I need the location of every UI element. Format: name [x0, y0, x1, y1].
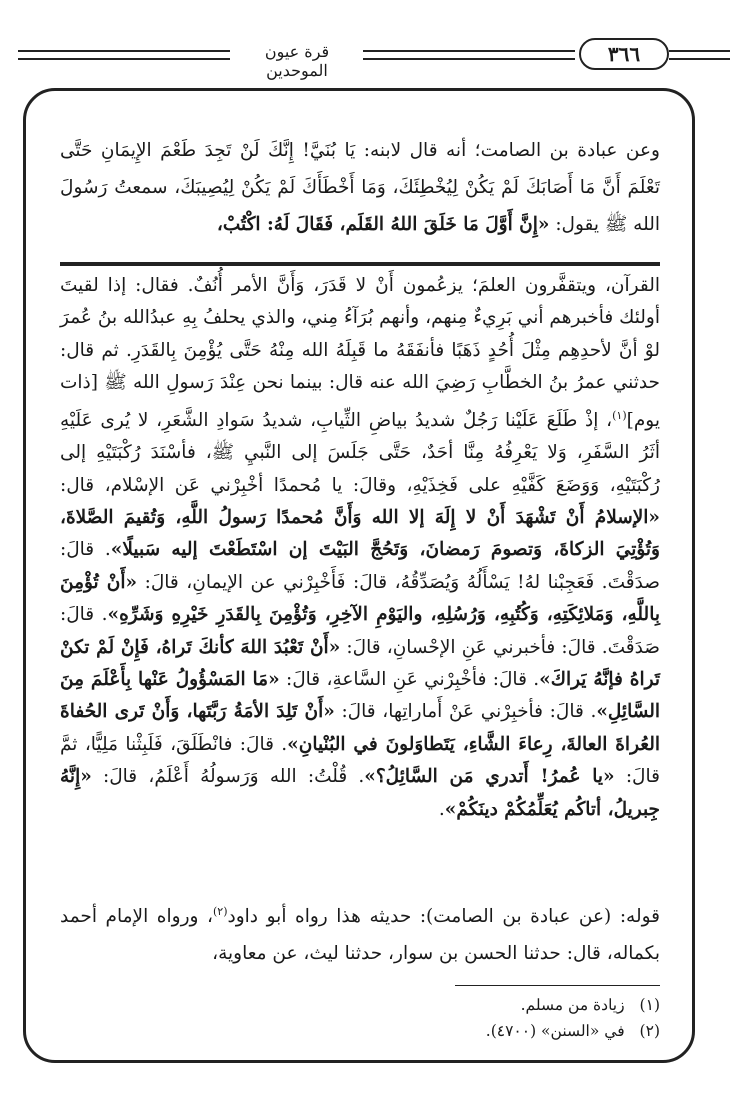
footnote-number: (١): [639, 996, 660, 1014]
text-segment: . قُلْتُ: الله وَرَسولُهُ أَعْلَمُ، قالَ:: [91, 766, 365, 788]
book-title: قرة عيون الموحدين: [264, 42, 330, 80]
footnote-number: (٢): [639, 1022, 660, 1040]
footnote-ref: (١): [612, 408, 627, 422]
text-segment: . قالَ: فأخبِرْني عَنْ أَماراتِها، قالَ:: [334, 701, 597, 723]
hadith-quote: «إِنَّ أَوَّلَ مَا خَلَقَ اللهُ القَلَم، فَقَالَ لَهُ: اكْتُبْ،: [216, 214, 550, 235]
text-segment: . قالَ: فانْطَلَقَ، فَلَبِثْنا مَلِيًّا، ثمَّ قالَ:: [60, 733, 660, 788]
hadith-quote: «مَا المَسْؤُولُ عَنْها بِأَعْلَمَ مِنَ السَّائِلِ»: [60, 669, 660, 723]
text-segment: . قالَ: صَدَقْتَ. قالَ: فأخبرني عَنِ الإحْسانِ، قالَ:: [60, 604, 661, 658]
footnote-text: في «السنن» (٤٧٠٠).: [485, 1022, 625, 1040]
paragraph-2: [60, 270, 660, 826]
header-rule-right: [669, 50, 730, 60]
hadith-quote: «يا عُمرُ! أَتدري مَن السَّائِلُ؟»: [364, 766, 615, 788]
page-number: ٣٦٦: [579, 38, 669, 70]
hadith-quote: «أَنْ تُؤْمِنَ بِاللَّهِ، وَمَلائِكَتِهِ، وَكُتُبِهِ، وَرُسُلِهِ، واليَوْمِ الآخِرِ، وَتُؤْمِنَ بِالقَدَرِ خَيْرِهِ وَشَرِّهِ»: [60, 571, 660, 626]
text-segment: قوله: (عن عبادة بن الصامت): حديثه هذا رواه أبو داود: [227, 906, 661, 928]
hadith-quote: «أَنْ تَعْبُدَ اللهَ كأنكَ تَراهُ، فَإِنْ لَمْ تكنْ تَراهُ فإنَّهُ يَراكَ»: [60, 636, 660, 691]
text-segment: . قالَ: صدَقْتَ. فَعَجِبْنا لهُ! يَسْأَلُهُ وَيُصَدِّقُهُ، قالَ: فَأَخْبِرْني عن الإيمانِ، قالَ:: [60, 539, 660, 593]
paragraph-1: [60, 132, 660, 243]
footnote-1: [60, 993, 660, 1017]
text-segment: ، إذْ طَلَعَ عَلَيْنا رَجُلٌ شديدُ بياضِ الثِّيابِ، شديدُ سَوادِ الشَّعَرِ، لا يُرى عَلَيْهِ أثَرُ السَّفَرِ، وَلا يَعْرِفُهُ مِنَّا أحَدٌ، حَتَّى جَلَسَ إلى النَّبيِ ﷺ، فأسْنَدَ رُكْبَتَيْهِ إلى رُكْبَتَيْهِ، وَوَضَعَ كَفَّيْهِ على فَخِذَيْهِ، وقالَ: يا مُحمدًا أخْبِرْني عَن الإسْلام، قال:: [60, 409, 660, 496]
text-segment: القرآن، ويتقفَّرون العلمَ؛ يزعُمون أَنْ لا قَدَرَ، وَأَنَّ الأمر أُنُفٌ. فقال: إذا لقيتَ أولئك فأخبرهم أني بَرِيءٌ مِنهم، وأنهم بُرَآءُ مِني، والذي يحلفُ بِهِ عبدُالله بنُ عُمرَ لوْ أنَّ لأحدِهِم مِثْلَ أُحُدٍ ذَهَبًا فأنفَقَهُ ما قَبِلَهُ الله مِنْهُ حَتَّى يُؤْمِنَ بِالقَدَرِ. ثم قال: حدثني عمرُ بنُ الخطَّابِ رَضِيَ الله عنه قال: بينما نحن عِنْدَ رَسولِ الله ﷺ [ذات يوم]: [60, 275, 660, 431]
section-divider: [60, 262, 660, 266]
text-segment: . قالَ: فأخْبِرْني عَنِ السَّاعةِ، قالَ:: [279, 669, 540, 691]
header-rule-middle: [363, 50, 575, 60]
header-rule-left: [18, 50, 230, 60]
hadith-quote: «أَنْ تَلِدَ الأمَةُ رَبَّتَها، وَأَنْ تَرى الحُفاةَ العُراةَ العالةَ، رِعاءَ الشَّاءِ، يَتَطاوَلونَ في البُنْيانِ»: [60, 701, 660, 755]
paragraph-3: [60, 893, 660, 972]
text-segment: ، ورواه الإمام أحمد بكماله، قال: حدثنا الحسن بن سوار، حدثنا ليث، عن معاوية،: [60, 906, 660, 965]
text-segment: وعن عبادة بن الصامت؛ أنه قال لابنه: يَا بُنَيَّ! إِنَّكَ لَنْ تَجِدَ طَعْمَ الإِيمَانِ حَتَّى تَعْلَمَ أَنَّ مَا أَصَابَكَ لَمْ يَكُنْ لِيُخْطِئَكَ، وَمَا أَخْطَأَكَ لَمْ يَكُنْ لِيُصِيبَكَ، سمعتُ رَسُولَ الله ﷺ يقول:: [60, 140, 660, 235]
hadith-quote: «الإسلامُ أَنْ تَشْهَدَ أَنْ لا إِلَهَ إلا الله وَأَنَّ مُحمدًا رَسولُ اللَّهِ، وَتُقيمَ الصَّلاةَ، وَتُؤْتِيَ الزكاةَ، وَتصومَ رَمضانَ، وَتَحُجَّ البَيْتَ إن اسْتَطَعْتَ إليه سَبيلًا»: [60, 507, 660, 561]
text-segment: .: [438, 798, 445, 820]
hadith-quote: «إِنَّهُ جِبريلُ، أتاكُم يُعَلِّمُكُمْ دينَكُمْ»: [60, 766, 660, 820]
footnote-ref: (٢): [212, 905, 228, 918]
page-header: [18, 38, 730, 80]
footnote-2: [60, 1019, 660, 1043]
footnote-text: زيادة من مسلم.: [520, 996, 625, 1014]
footnote-divider: [455, 985, 660, 986]
